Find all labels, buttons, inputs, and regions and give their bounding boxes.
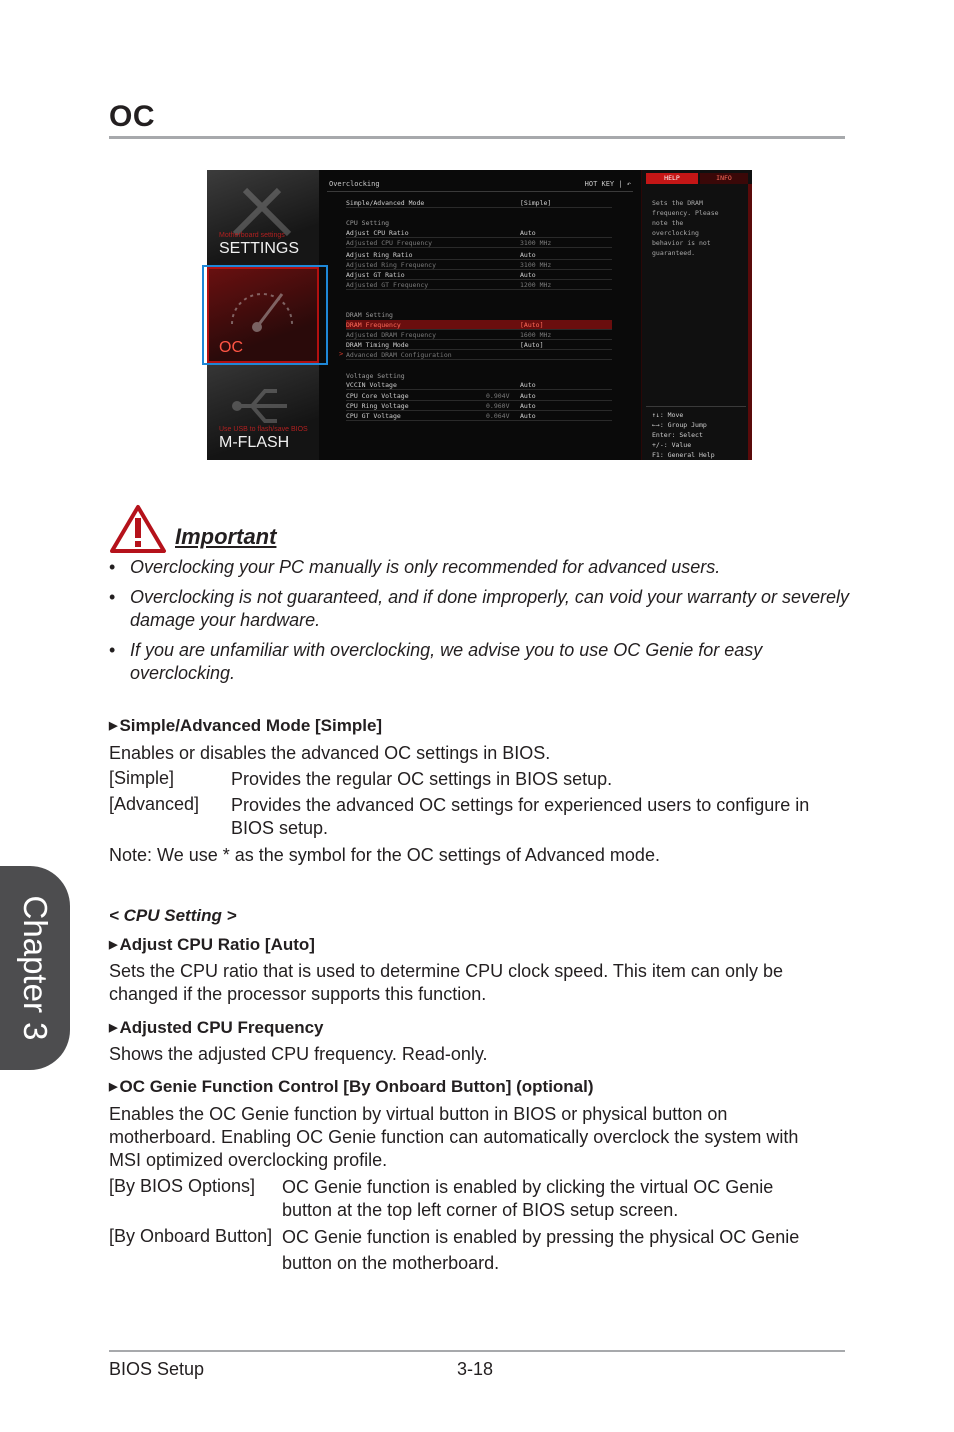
bios-row <box>346 218 612 228</box>
genie-opt2-desc: OC Genie function is enabled by pressing the physical OC Genie <box>282 1227 800 1247</box>
bios-settings-list <box>319 170 641 460</box>
bullet-text: Overclocking is not guaranteed, and if done improperly, can void your warranty or severely damage your hardware. <box>130 587 850 630</box>
bios-row-value: Auto <box>520 381 536 389</box>
bios-row-value: 3100 MHz <box>520 239 552 247</box>
bios-row-label: Adjusted GT Frequency <box>346 281 429 289</box>
bios-row <box>346 238 612 248</box>
bios-key-legend: ↑↓: Move ←→: Group Jump Enter: Select +/-: Value F1: General Help <box>652 411 715 459</box>
genie-opt2-desc-cont: button on the motherboard. <box>282 1253 500 1273</box>
bios-row-label: Adjusted DRAM Frequency <box>346 331 437 339</box>
ratio-desc: Sets the CPU ratio that is used to determine CPU clock speed. This item can only be changed if the processor supports this function. <box>109 961 783 1004</box>
ratio-heading <box>109 935 315 955</box>
bios-row-label: Voltage Setting <box>346 372 405 380</box>
mode-note: Note: We use * as the symbol for the OC settings of Advanced mode. <box>109 845 660 865</box>
bios-row-value: [Auto] <box>520 341 544 349</box>
genie-opt1-desc: OC Genie function is enabled by clicking the virtual OC Genie button at the top left corner of BIOS setup screen. <box>282 1177 774 1220</box>
bios-row <box>346 391 612 401</box>
mode-opt1-key: [Simple] <box>109 768 175 788</box>
bios-row-label: DRAM Frequency <box>346 321 401 329</box>
bullet-text: If you are unfamiliar with overclocking, we advise you to use OC Genie for easy overclocking. <box>130 640 763 683</box>
mode-opt1-desc: Provides the regular OC settings in BIOS setup. <box>231 769 613 789</box>
important-heading: Important <box>175 524 277 549</box>
freq-heading-text: Adjusted CPU Frequency <box>119 1018 324 1037</box>
bios-row-label: Adjusted CPU Frequency <box>346 239 433 247</box>
bios-row-value: [Simple] <box>520 199 552 207</box>
bios-header: Overclocking <box>329 180 380 188</box>
bios-row <box>346 270 612 280</box>
triangle-bullet-icon: ▶ <box>109 1022 118 1034</box>
bios-row-underline <box>346 420 612 421</box>
bios-row <box>346 330 612 340</box>
bios-mflash-label: M-FLASH <box>219 434 290 451</box>
bios-row-voltage: 0.904V <box>486 392 510 400</box>
bios-row-underline <box>346 389 612 390</box>
bios-row-label: Adjust Ring Ratio <box>346 251 413 259</box>
bios-hotkey: HOT KEY | ↶ <box>584 180 631 188</box>
bios-row-label: CPU Ring Voltage <box>346 402 409 410</box>
bios-row-voltage: 0.960V <box>486 402 510 410</box>
mode-opt2-key: [Advanced] <box>109 794 200 814</box>
bios-row <box>346 250 612 260</box>
freq-desc: Shows the adjusted CPU frequency. Read-only. <box>109 1044 488 1064</box>
bios-row-underline <box>346 289 612 290</box>
bios-row <box>346 320 612 330</box>
bios-row-label: VCCIN Voltage <box>346 381 397 389</box>
bios-row-value: Auto <box>520 392 536 400</box>
freq-heading <box>109 1018 324 1038</box>
bios-row-label: Adjusted Ring Frequency <box>346 261 437 269</box>
footer-section: BIOS Setup <box>109 1359 205 1379</box>
bios-row <box>346 350 612 360</box>
bios-row-underline <box>346 247 612 248</box>
bios-help-separator <box>646 406 746 407</box>
triangle-bullet-icon: ▶ <box>109 939 118 951</box>
bios-row <box>346 260 612 270</box>
genie-heading-text: OC Genie Function Control [By Onboard Button] (optional) <box>119 1077 594 1096</box>
oc-highlight-frame <box>202 265 328 365</box>
bios-row-label: Advanced DRAM Configuration <box>346 351 452 359</box>
bios-mflash-panel <box>207 364 319 460</box>
bios-row <box>346 401 612 411</box>
genie-opt2-key: [By Onboard Button] <box>109 1226 273 1246</box>
bios-row <box>346 340 612 350</box>
title-rule <box>109 136 845 139</box>
bios-mflash-sub: Use USB to flash/save BIOS <box>219 426 308 433</box>
mode-desc: Enables or disables the advanced OC settings in BIOS. <box>109 743 551 763</box>
bios-help-tab: HELP <box>646 173 698 184</box>
bios-row-value: Auto <box>520 271 536 279</box>
bios-side-bar <box>748 184 752 460</box>
bios-row-value: Auto <box>520 402 536 410</box>
bios-help-text: Sets the DRAM frequency. Please note the overclocking behavior is not guaranteed. <box>652 199 719 257</box>
bios-row-underline <box>346 207 612 208</box>
ratio-heading-text: Adjust CPU Ratio [Auto] <box>119 935 315 954</box>
bios-settings-sub: Motherboard settings <box>219 232 285 239</box>
bullet-text: Overclocking your PC manually is only recommended for advanced users. <box>130 557 721 577</box>
bios-row-label: DRAM Timing Mode <box>346 341 409 349</box>
bullet-dot: • <box>109 587 116 607</box>
bios-row-value: 1200 MHz <box>520 281 552 289</box>
warning-icon <box>109 504 167 554</box>
bios-oc-label: OC <box>219 339 243 356</box>
page-title: OC <box>109 100 155 133</box>
genie-opt1-key: [By BIOS Options] <box>109 1176 256 1196</box>
triangle-bullet-icon: ▶ <box>109 720 118 732</box>
bios-row-underline <box>346 359 612 360</box>
bios-row-label: Simple/Advanced Mode <box>346 199 425 207</box>
chapter-label: Chapter 3 <box>17 895 54 1041</box>
bios-info-tab: INFO <box>700 173 748 184</box>
bios-row <box>346 228 612 238</box>
submenu-arrow-icon: > <box>339 350 344 358</box>
bios-row-value: Auto <box>520 412 536 420</box>
mode-opt2-desc: Provides the advanced OC settings for experienced users to configure in BIOS setup. <box>231 795 810 838</box>
bios-row-label: CPU GT Voltage <box>346 412 401 420</box>
cpu-setting-heading: < CPU Setting > <box>109 906 237 925</box>
bios-row-label: CPU Setting <box>346 219 390 227</box>
bios-row-label: Adjust GT Ratio <box>346 271 405 279</box>
mode-heading-text: Simple/Advanced Mode [Simple] <box>119 716 383 735</box>
bios-row-value: 3100 MHz <box>520 261 552 269</box>
bios-settings-label: SETTINGS <box>219 240 300 257</box>
genie-desc: Enables the OC Genie function by virtual button in BIOS or physical button on motherboard. Enabling OC Genie function can automatically overclock the system with MSI optimized overclocking profile. <box>109 1104 799 1170</box>
bios-row <box>346 310 612 320</box>
footer-rule <box>109 1350 845 1352</box>
bios-help-panel <box>641 170 752 460</box>
mode-heading <box>109 716 382 736</box>
bios-row <box>346 198 612 208</box>
bios-row-value: Auto <box>520 251 536 259</box>
triangle-bullet-icon: ▶ <box>109 1081 118 1093</box>
bios-header-line <box>327 191 633 192</box>
bios-row <box>346 280 612 290</box>
bios-row <box>346 380 612 390</box>
bios-row-value: 1600 MHz <box>520 331 552 339</box>
bios-row-label: DRAM Setting <box>346 311 393 319</box>
genie-heading <box>109 1077 594 1097</box>
bios-row-voltage: 0.064V <box>486 412 510 420</box>
bios-row-label: CPU Core Voltage <box>346 392 409 400</box>
bios-row <box>346 411 612 421</box>
bios-settings-panel <box>207 170 319 266</box>
bios-row-label: Adjust CPU Ratio <box>346 229 409 237</box>
bios-row-value: [Auto] <box>520 321 544 329</box>
bios-row-value: Auto <box>520 229 536 237</box>
footer-page-number: 3-18 <box>457 1359 494 1379</box>
bullet-dot: • <box>109 557 116 577</box>
bullet-dot: • <box>109 640 116 660</box>
